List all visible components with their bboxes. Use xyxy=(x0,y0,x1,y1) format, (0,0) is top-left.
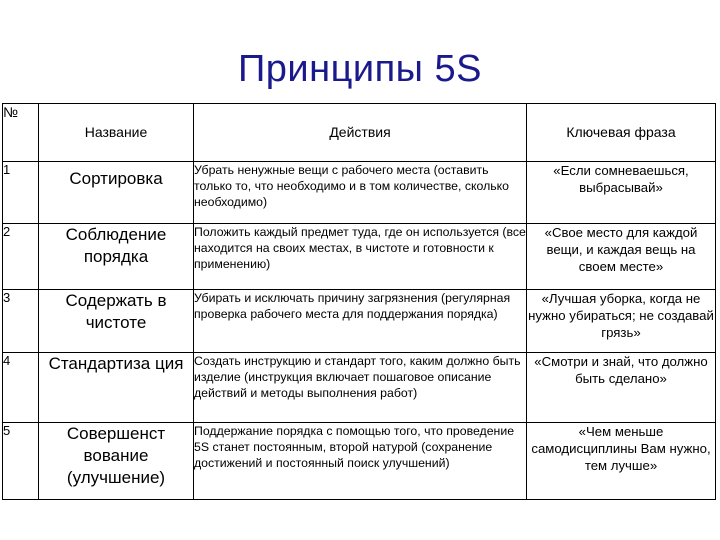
table-row xyxy=(3,290,716,353)
row-actions: Поддержание порядка с помощью того, что проведение 5S станет постоянным, второй натурой (сохранение достижений и постоянный поиск улучшений) xyxy=(194,423,527,500)
principles-table xyxy=(2,103,716,500)
header-phrase: Ключевая фраза xyxy=(527,104,716,162)
row-actions: Убирать и исключать причину загрязнения (регулярная проверка рабочего места для поддержания порядка) xyxy=(194,290,527,353)
row-phrase: «Чем меньше самодисциплины Вам нужно, тем лучше» xyxy=(527,423,716,500)
page-title: Принципы 5S xyxy=(237,48,483,90)
table-header-row xyxy=(3,104,716,162)
table-row xyxy=(3,162,716,224)
row-num: 3 xyxy=(3,290,39,353)
row-name: Содержать в чистоте xyxy=(39,290,194,353)
row-num: 5 xyxy=(3,423,39,500)
row-name: Стандартиза ция xyxy=(39,353,194,423)
header-actions: Действия xyxy=(194,104,527,162)
row-phrase: «Смотри и знай, что должно быть сделано» xyxy=(527,353,716,423)
row-num: 2 xyxy=(3,224,39,290)
row-phrase: «Свое место для каждой вещи, и каждая вещь на своем месте» xyxy=(527,224,716,290)
table-row xyxy=(3,423,716,500)
table-row xyxy=(3,224,716,290)
row-num: 1 xyxy=(3,162,39,224)
row-phrase: «Лучшая уборка, когда не нужно убираться; не создавай грязь» xyxy=(527,290,716,353)
row-name: Сортировка xyxy=(39,162,194,224)
header-name: Название xyxy=(39,104,194,162)
row-num: 4 xyxy=(3,353,39,423)
row-actions: Положить каждый предмет туда, где он используется (все находится на своих местах, в чистоте и готовности к применению) xyxy=(194,224,527,290)
table-row xyxy=(3,353,716,423)
row-name: Соблюдение порядка xyxy=(39,224,194,290)
row-name: Совершенст вование (улучшение) xyxy=(39,423,194,500)
row-actions: Убрать ненужные вещи с рабочего места (оставить только то, что необходимо и в том количестве, сколько необходимо) xyxy=(194,162,527,224)
row-phrase: «Если сомневаешься, выбрасывай» xyxy=(527,162,716,224)
header-num: № xyxy=(3,104,39,162)
row-actions: Создать инструкцию и стандарт того, каким должно быть изделие (инструкция включает пошаговое описание действий и методы выполнения работ) xyxy=(194,353,527,423)
